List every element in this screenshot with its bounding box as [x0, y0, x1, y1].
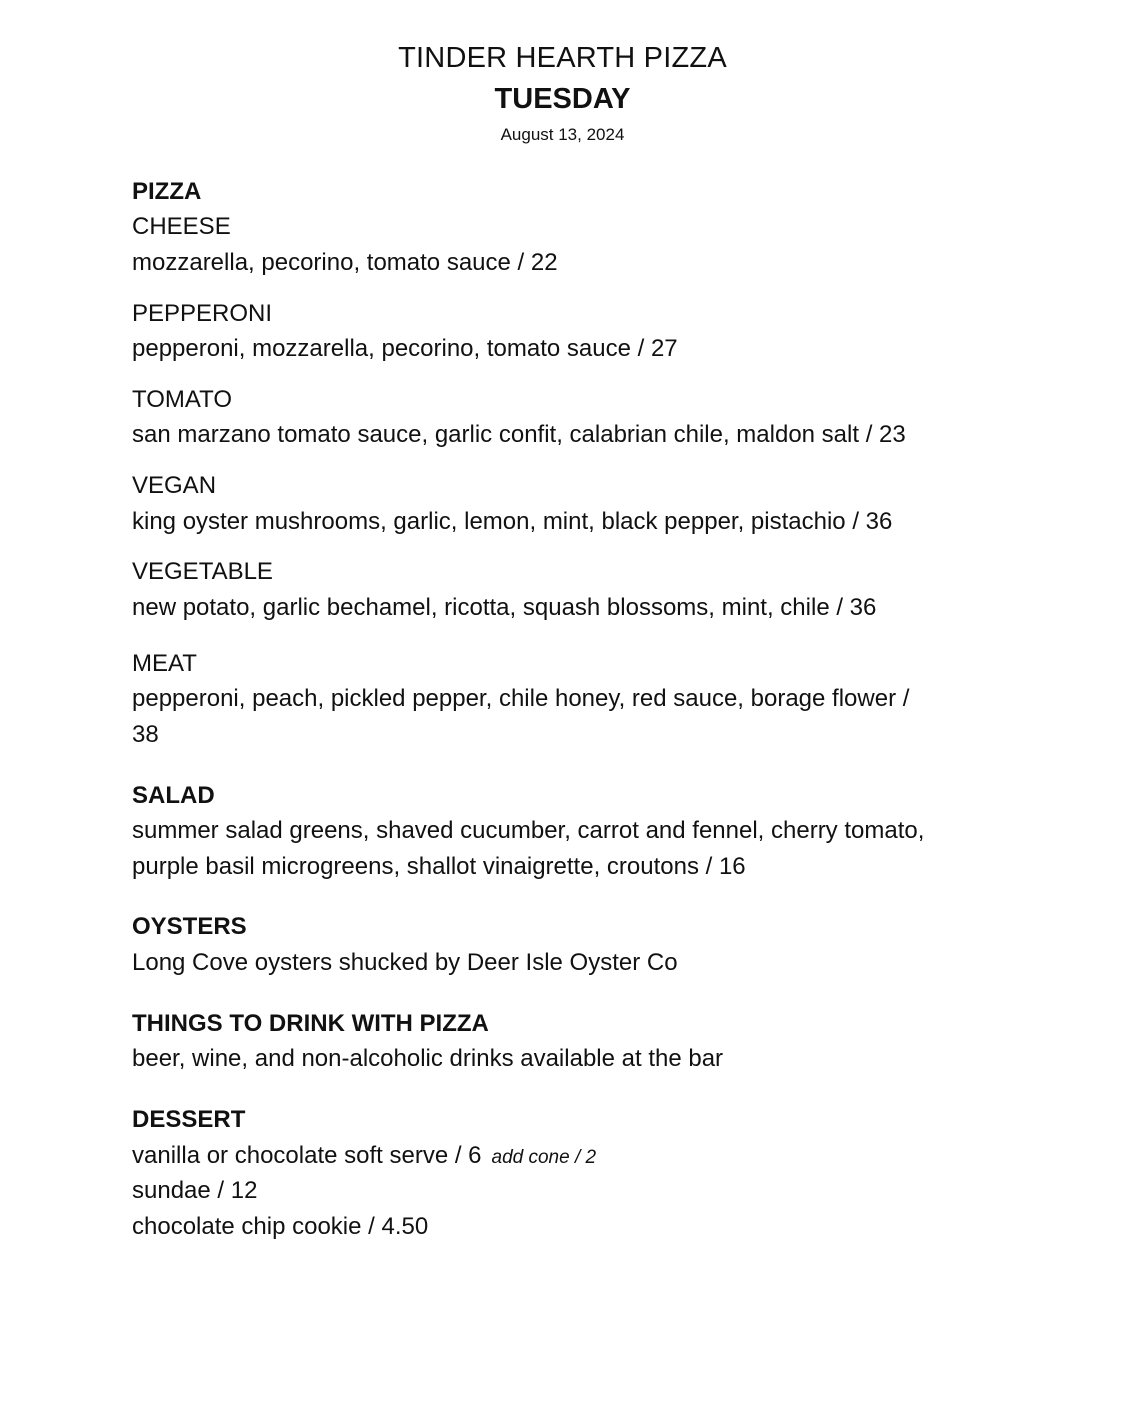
pizza-item-description: pepperoni, mozzarella, pecorino, tomato sauce / 27: [132, 335, 678, 362]
section-title-pizza: PIZZA: [132, 178, 202, 205]
add-cone-note: add cone / 2: [491, 1147, 597, 1168]
pizza-item-description: mozzarella, pecorino, tomato sauce / 22: [132, 249, 558, 276]
pizza-item-name: MEAT: [132, 650, 197, 677]
drinks-description: beer, wine, and non-alcoholic drinks available at the bar: [132, 1045, 724, 1072]
dessert-item-sundae: sundae / 12: [132, 1177, 258, 1204]
day-title: TUESDAY: [494, 83, 631, 115]
pizza-item-description: san marzano tomato sauce, garlic confit, calabrian chile, maldon salt / 23: [132, 421, 906, 448]
dessert-item-soft-serve: [132, 1138, 596, 1176]
section-title-dessert: DESSERT: [132, 1106, 246, 1133]
pizza-item-description: new potato, garlic bechamel, ricotta, squash blossoms, mint, chile / 36: [132, 594, 877, 621]
section-title-oysters: OYSTERS: [132, 913, 247, 940]
oysters-description: Long Cove oysters shucked by Deer Isle Oyster Co: [132, 949, 678, 976]
dessert-item-cookie: chocolate chip cookie / 4.50: [132, 1213, 429, 1240]
pizza-item-name: VEGETABLE: [132, 558, 273, 585]
menu-date: August 13, 2024: [500, 125, 625, 144]
salad-description: summer salad greens, shaved cucumber, carrot and fennel, cherry tomato,: [132, 817, 925, 844]
section-title-drinks: THINGS TO DRINK WITH PIZZA: [132, 1010, 489, 1037]
pizza-item-description: pepperoni, peach, pickled pepper, chile honey, red sauce, borage flower /: [132, 685, 910, 712]
pizza-item-name: VEGAN: [132, 472, 217, 499]
pizza-item-name: PEPPERONI: [132, 300, 273, 327]
salad-description-continued: purple basil microgreens, shallot vinaigrette, croutons / 16: [132, 853, 746, 880]
restaurant-name: TINDER HEARTH PIZZA: [398, 42, 727, 74]
pizza-item-name: TOMATO: [132, 386, 233, 413]
section-title-salad: SALAD: [132, 782, 215, 809]
soft-serve-text: vanilla or chocolate soft serve / 6: [132, 1142, 482, 1169]
pizza-item-name: CHEESE: [132, 213, 231, 240]
pizza-item-description-continued: 38: [132, 721, 159, 748]
pizza-item-description: king oyster mushrooms, garlic, lemon, mint, black pepper, pistachio / 36: [132, 508, 893, 535]
